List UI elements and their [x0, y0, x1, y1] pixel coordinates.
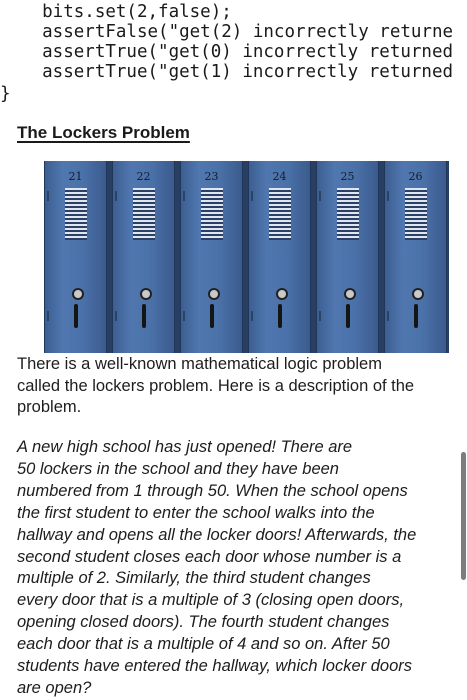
hinge-icon — [47, 191, 49, 201]
hinge-icon — [183, 311, 185, 321]
locker-number: 21 — [68, 170, 83, 183]
description-line: second student closes each door whose number is a — [17, 547, 402, 566]
latch-icon — [72, 288, 84, 300]
handle-icon — [414, 304, 418, 328]
code-line: bits.set(2,false); — [0, 2, 232, 22]
latch-icon — [412, 288, 424, 300]
handle-icon — [210, 304, 214, 328]
code-snippet — [0, 0, 467, 126]
handle-icon — [346, 304, 350, 328]
description-line: opening closed doors). The fourth student changes — [17, 613, 390, 632]
description-line: 50 lockers in the school and they have been — [17, 459, 339, 478]
latch-icon — [208, 288, 220, 300]
description-line: multiple of 2. Similarly, the third student changes — [17, 569, 371, 588]
hinge-icon — [183, 191, 185, 201]
latch-icon — [276, 288, 288, 300]
description-line: A new high school has just opened! There are — [17, 438, 353, 456]
description-line: hallway and opens all the locker doors! Afterwards, the — [17, 525, 417, 544]
hinge-icon — [319, 191, 321, 201]
hinge-icon — [115, 311, 117, 321]
locker-number: 22 — [136, 170, 151, 183]
hinge-icon — [387, 191, 389, 201]
locker — [44, 161, 107, 353]
hinge-icon — [47, 311, 49, 321]
hinge-icon — [319, 311, 321, 321]
locker — [112, 161, 175, 353]
vent-icon — [337, 188, 359, 240]
hinge-icon — [115, 191, 117, 201]
vent-icon — [201, 188, 223, 240]
description-line: numbered from 1 through 50. When the school opens — [17, 481, 408, 500]
problem-description — [17, 437, 462, 700]
vent-icon — [133, 188, 155, 240]
description-line: every door that is a multiple of 3 (closing open doors, — [17, 591, 405, 610]
locker — [316, 161, 379, 353]
hinge-icon — [251, 191, 253, 201]
vent-icon — [65, 188, 87, 240]
locker-number: 24 — [272, 170, 287, 183]
vent-icon — [269, 188, 291, 240]
intro-paragraph — [17, 354, 457, 419]
handle-icon — [278, 304, 282, 328]
code-line: assertTrue("get(1) incorrectly returned — [0, 62, 454, 82]
intro-line: There is a well-known mathematical logic problem — [17, 355, 382, 373]
locker — [180, 161, 243, 353]
locker — [248, 161, 311, 353]
hinge-icon — [251, 311, 253, 321]
intro-line: called the lockers problem. Here is a description of the — [17, 376, 415, 395]
locker-number: 23 — [204, 170, 219, 183]
code-line: } — [0, 84, 11, 104]
scrollbar[interactable] — [461, 452, 466, 580]
description-line: the first student to enter the school walks into the — [17, 503, 375, 522]
code-line: assertTrue("get(0) incorrectly returned — [0, 42, 454, 62]
locker-number: 25 — [340, 170, 355, 183]
handle-icon — [74, 304, 78, 328]
latch-icon — [140, 288, 152, 300]
intro-line: problem. — [17, 398, 82, 416]
description-line: each door that is a multiple of 4 and so on. After 50 — [17, 635, 390, 654]
section-title: The Lockers Problem — [17, 123, 190, 142]
hinge-icon — [387, 311, 389, 321]
locker — [384, 161, 447, 353]
handle-icon — [142, 304, 146, 328]
code-line: assertFalse("get(2) incorrectly returne — [0, 22, 454, 42]
lockers-image — [44, 161, 449, 353]
description-line: are open? — [17, 678, 92, 697]
description-line: students have entered the hallway, which locker doors — [17, 657, 413, 676]
vent-icon — [405, 188, 427, 240]
latch-icon — [344, 288, 356, 300]
locker-number: 26 — [408, 170, 423, 183]
